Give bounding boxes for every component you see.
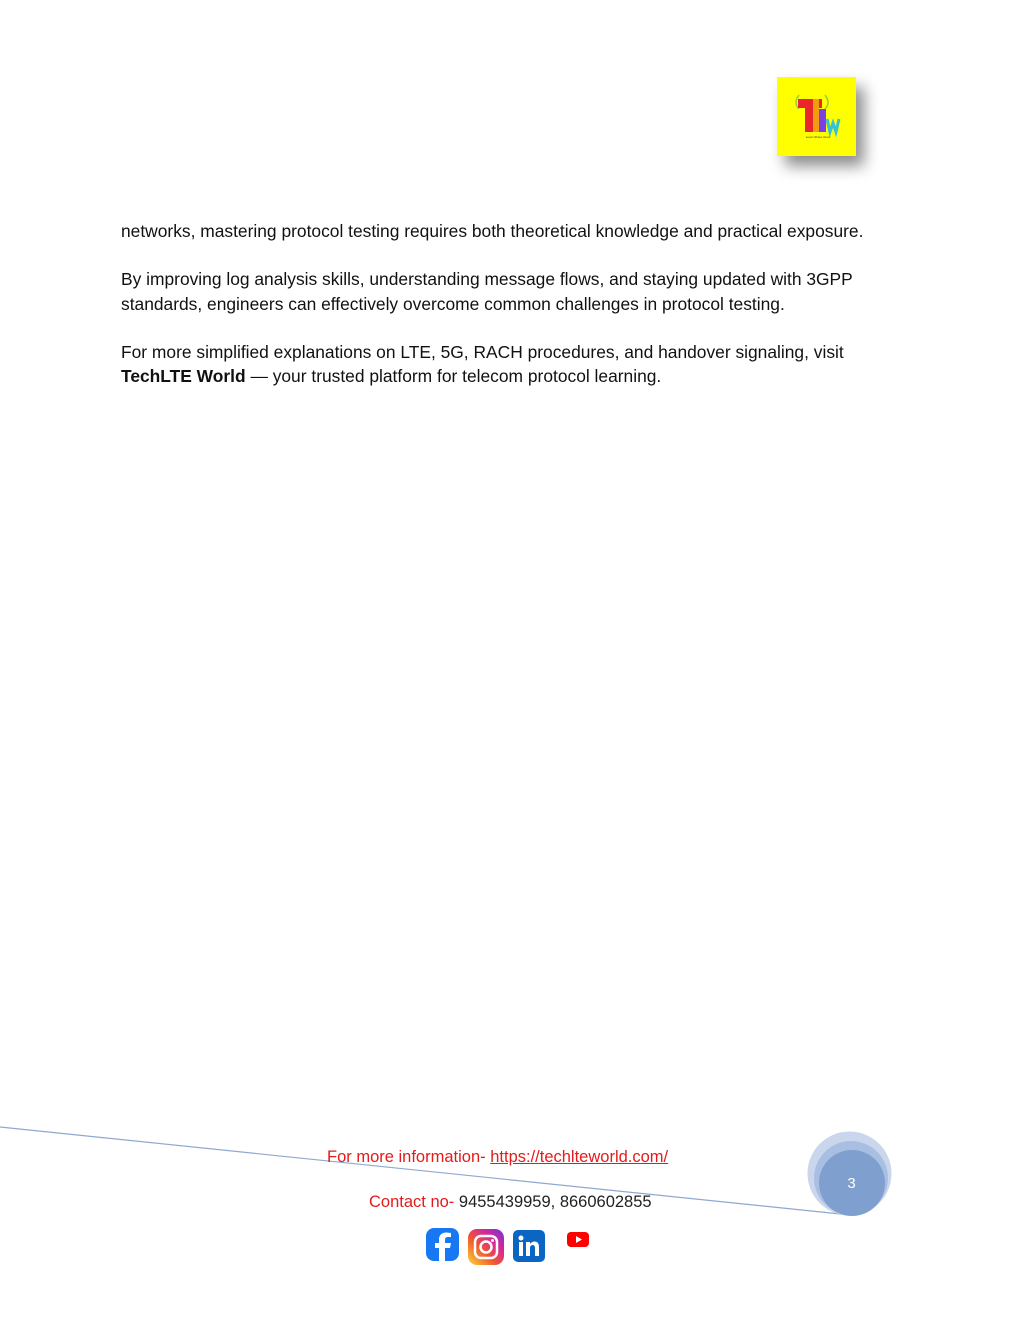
info-label: For more information-: [327, 1148, 491, 1166]
facebook-icon[interactable]: [425, 1227, 461, 1263]
paragraph: networks, mastering protocol testing requires both theoretical knowledge and practical exposure.: [121, 221, 864, 241]
instagram-icon[interactable]: [467, 1228, 505, 1266]
contact-label: Contact no-: [369, 1193, 459, 1211]
paragraph-text: — your trusted platform for telecom protocol learning.: [245, 366, 662, 386]
paragraph: By improving log analysis skills, understanding message flows, and staying updated with 3GPP standards, engineers can effectively overcome common challenges in protocol testing.: [121, 269, 853, 314]
contact-info: [369, 1193, 652, 1212]
youtube-icon[interactable]: [566, 1231, 590, 1249]
page-number-badge: [807, 1131, 892, 1216]
page-number: 3: [847, 1175, 856, 1192]
website-link[interactable]: https://techlteworld.com/: [490, 1148, 669, 1166]
linkedin-icon[interactable]: [512, 1229, 546, 1263]
logo-tagline: Learn Share Grow: [805, 135, 831, 139]
more-info: [327, 1148, 668, 1167]
brand-name: TechLTE World: [121, 366, 246, 386]
paragraph-text: For more simplified explanations on LTE, 5G, RACH procedures, and handover signaling, visit: [121, 341, 844, 362]
contact-numbers: 9455439959, 8660602855: [458, 1193, 652, 1211]
